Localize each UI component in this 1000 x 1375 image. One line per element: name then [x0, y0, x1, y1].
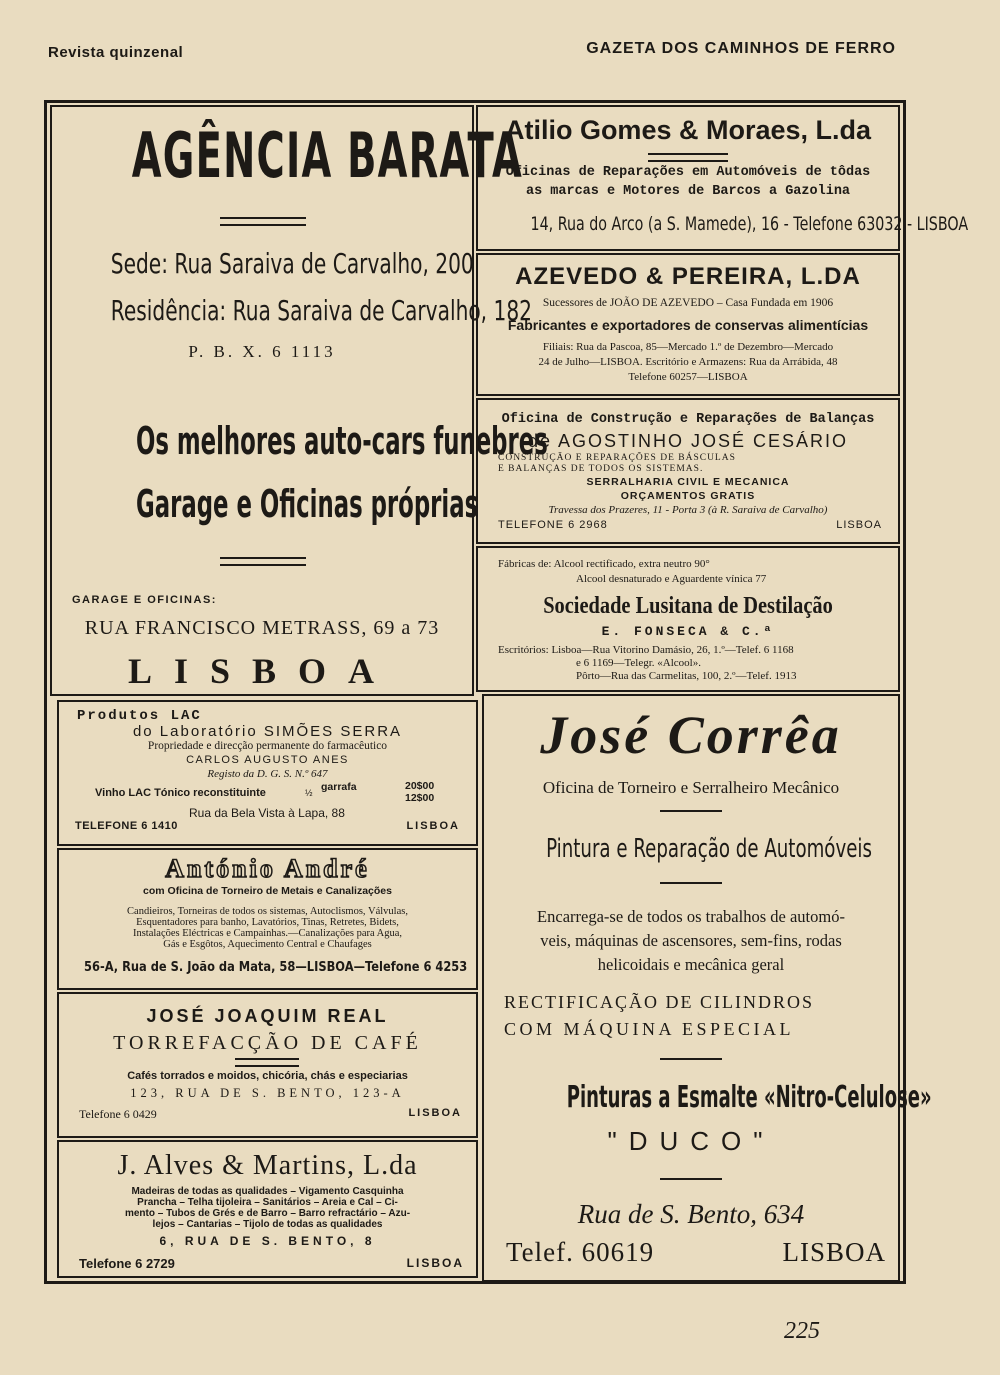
agencia-pbx: P. B. X. 6 1113 — [188, 342, 336, 361]
correa-sub: Oficina de Torneiro e Serralheiro Mecânico — [542, 778, 840, 797]
oficina-l4: E BALANÇAS DE TODOS OS SISTEMAS. — [498, 464, 704, 474]
header-right: GAZETA DOS CAMINHOS DE FERRO — [586, 40, 896, 57]
lac-l5: Registo da D. G. S. N.º 647 — [207, 768, 328, 780]
agencia-address: RUA FRANCISCO METRASS, 69 a 73 — [84, 617, 440, 639]
lac-tel: TELEFONE 6 1410 — [75, 820, 178, 832]
antonio-address: 56-A, Rua de S. João da Mata, 58—LISBOA—Telefone 6 4253 — [84, 960, 468, 975]
atilio-line2: as marcas e Motores de Barcos a Gazolina — [525, 184, 851, 199]
oficina-l2: de AGOSTINHO JOSÉ CESÁRIO — [527, 431, 849, 451]
lac-l2: do Laboratório SIMÕES SERRA — [132, 723, 403, 740]
oficina-l5: SERRALHARIA CIVIL E MECANICA — [586, 476, 790, 488]
correa-duco: "DUCO" — [607, 1126, 775, 1156]
ad-oficina-balancas — [476, 398, 900, 544]
antonio-l2: Esquentadores para banho, Lavatórios, Tinas, Retretes, Bidets, — [136, 917, 399, 928]
correa-esmalte: Pinturas a Esmalte «Nitro-Celulose» — [566, 1080, 932, 1115]
real-sub: TORREFACÇÃO DE CAFÉ — [113, 1032, 422, 1054]
alves-l4: lejos – Cantarias – Tijolo de todas as qualidades — [152, 1219, 383, 1230]
header-left: Revista quinzenal — [48, 44, 184, 61]
agencia-garage-label: GARAGE E OFICINAS: — [72, 594, 217, 606]
alves-address: 6, RUA DE S. BENTO, 8 — [159, 1234, 376, 1248]
lac-half: ½ — [305, 788, 313, 798]
lac-l4: CARLOS AUGUSTO ANES — [186, 754, 349, 766]
real-l2: 123, RUA DE S. BENTO, 123-A — [130, 1086, 405, 1100]
ad-produtos-lac — [57, 700, 478, 846]
alves-city: LISBOA — [406, 1256, 464, 1270]
ad-jose-correa — [482, 694, 932, 1282]
sociedade-e2: e 6 1169—Telegr. «Alcool». — [576, 657, 701, 669]
sociedade-l1: Fábricas de: Alcool rectificado, extra neutro 90° — [498, 558, 710, 570]
correa-city: LISBOA — [782, 1237, 886, 1267]
ad-agencia-barata — [50, 105, 548, 696]
azevedo-sub: Sucessores de JOÃO DE AZEVEDO – Casa Fundada em 1906 — [542, 297, 834, 309]
real-title: JOSÉ JOAQUIM REAL — [146, 1006, 389, 1026]
azevedo-l3: Telefone 60257—LISBOA — [628, 371, 748, 383]
oficina-city: LISBOA — [836, 519, 882, 531]
oficina-l1: Oficina de Construção e Reparações de Balanças — [501, 412, 875, 427]
correa-address: Rua de S. Bento, 634 — [577, 1199, 805, 1229]
correa-pintura: Pintura e Reparação de Automóveis — [546, 834, 872, 864]
atilio-title: Atilio Gomes & Moraes, L.da — [504, 115, 872, 145]
correa-r2: COM MÁQUINA ESPECIAL — [504, 1019, 795, 1039]
agencia-slogan2: Garage e Oficinas próprias — [136, 482, 479, 526]
azevedo-l2: 24 de Julho—LISBOA. Escritório e Armazens: Rua da Arrábida, 48 — [538, 356, 838, 368]
oficina-l7: Travessa dos Prazeres, 11 - Porta 3 (à R. Saraiva de Carvalho) — [548, 504, 828, 516]
lac-l3: Propriedade e direcção permanente do farmacêutico — [147, 740, 388, 752]
ad-atilio — [476, 105, 969, 251]
alves-l3: mento – Tubos de Grés e de Barro – Barro refractário – Azu- — [124, 1208, 411, 1219]
agencia-title: AGÊNCIA BARATA — [131, 119, 523, 192]
alves-l2: Prancha – Telha tijoleira – Sanitários – Areia e Cal – Ci- — [137, 1197, 398, 1208]
sociedade-title: Sociedade Lusitana de Destilação — [543, 593, 833, 619]
atilio-line1: Oficinas de Reparações em Automóveis de tôdas — [505, 165, 871, 180]
correa-d1: Encarrega-se de todos os trabalhos de automó- — [537, 907, 845, 926]
alves-tel: Telefone 6 2729 — [79, 1256, 175, 1271]
correa-tel: Telef. 60619 — [506, 1237, 655, 1267]
antonio-title: António André — [165, 854, 370, 883]
lac-vinho: Vinho LAC Tónico reconstituinte — [95, 787, 266, 799]
real-tel: Telefone 6 0429 — [79, 1107, 157, 1121]
real-city: LISBOA — [408, 1107, 462, 1119]
oficina-tel: TELEFONE 6 2968 — [498, 519, 608, 531]
alves-title: J. Alves & Martins, L.da — [117, 1150, 418, 1181]
lac-address: Rua da Bela Vista à Lapa, 88 — [189, 806, 345, 820]
page-number: 225 — [784, 1318, 820, 1344]
azevedo-title: AZEVEDO & PEREIRA, L.DA — [515, 263, 861, 290]
ad-jose-joaquim-real — [57, 992, 478, 1138]
sociedade-e3: Pôrto—Rua das Carmelitas, 100, 2.º—Telef. 1913 — [576, 670, 797, 682]
agencia-residencia: Residência: Rua Saraiva de Carvalho, 182 — [110, 294, 532, 327]
azevedo-l1: Filiais: Rua da Pascoa, 85—Mercado 1.º de Dezembro—Mercado — [542, 341, 834, 353]
antonio-l4: Gás e Esgôtos, Aquecimento Central e Chaufages — [163, 939, 372, 950]
oficina-l6: ORÇAMENTOS GRATIS — [620, 490, 756, 502]
correa-d3: helicoidais e mecânica geral — [597, 955, 785, 974]
lac-price1: 20$00 — [405, 780, 435, 792]
lac-garrafa: garrafa — [321, 781, 357, 793]
real-l1: Cafés torrados e moidos, chicória, chás e especiarias — [127, 1070, 408, 1082]
correa-d2: veis, máquinas de ascensores, sem-fins, rodas — [540, 931, 842, 950]
agencia-sede: Sede: Rua Saraiva de Carvalho, 200 — [110, 247, 474, 280]
lac-city: LISBOA — [406, 820, 460, 832]
antonio-l3: Instalações Eléctricas e Campainhas.—Canalizações para Agua, — [132, 928, 403, 939]
agencia-city: LISBOA — [127, 651, 397, 691]
lac-l1: Produtos LAC — [77, 708, 202, 724]
ad-sociedade-lusitana — [476, 546, 900, 692]
agencia-slogan1: Os melhores auto-cars funebres — [136, 419, 548, 463]
azevedo-tagline: Fabricantes e exportadores de conservas alimentícias — [507, 317, 869, 333]
lac-price2: 12$00 — [405, 792, 435, 804]
atilio-address: 14, Rua do Arco (a S. Mamede), 16 - Telefone 63032 - LISBOA — [530, 213, 969, 235]
correa-r1: RECTIFICAÇÃO DE CILINDROS — [504, 992, 815, 1012]
ad-antonio-andre — [57, 848, 478, 990]
oficina-l3: CONSTRUÇÃO E REPARAÇÕES DE BÁSCULAS — [498, 453, 736, 463]
sociedade-l2: Alcool desnaturado e Aguardente vínica 77 — [576, 573, 767, 585]
sociedade-sub: E. FONSECA & C.ª — [601, 624, 775, 639]
ad-alves-martins — [57, 1140, 478, 1278]
correa-title: José Corrêa — [540, 705, 842, 765]
antonio-l1: Candieiros, Torneiras de todos os sistemas, Autoclismos, Válvulas, — [127, 906, 408, 917]
alves-l1: Madeiras de todas as qualidades – Vigamento Casquinha — [131, 1186, 404, 1197]
ad-azevedo — [476, 253, 900, 396]
sociedade-e1: Escritórios: Lisboa—Rua Vitorino Damásio, 26, 1.º—Telef. 6 1168 — [498, 644, 794, 656]
antonio-sub: com Oficina de Torneiro de Metais e Canalizações — [143, 885, 392, 897]
